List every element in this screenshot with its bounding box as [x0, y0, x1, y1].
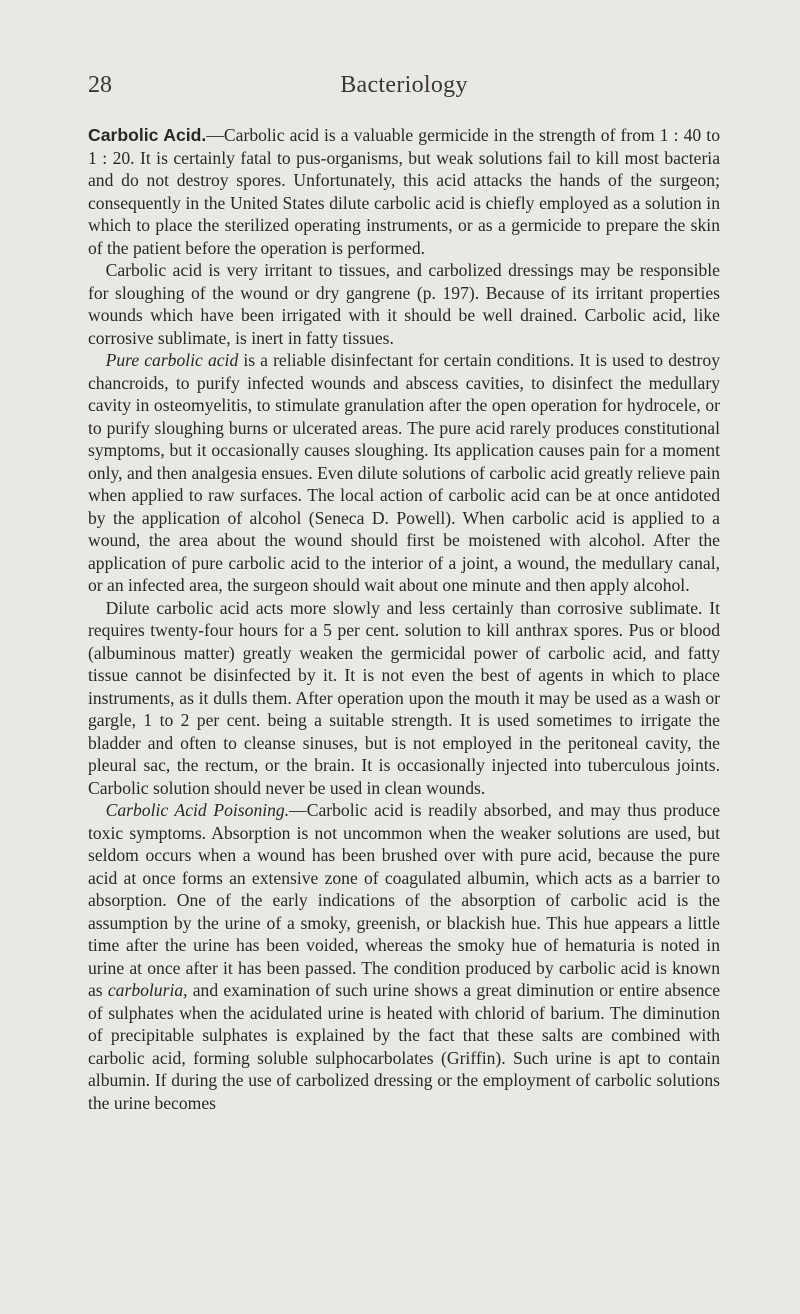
paragraph-pure-carbolic-acid [88, 349, 720, 597]
paragraph-text: —Carbolic acid is a valuable germicide in the strength of from 1 : 40 to 1 : 20. It is certainly fatal to pus-organisms, but weak solutions fail to kill most bacteria and do not destroy spores. Unfortunately, this acid attacks the hands of the surgeon; consequently in the United States dilute carbolic acid is chiefly employed as a solution in which to place the sterilized operating instruments, or as a germicide to prepare the skin of the patient before the operation is performed. [88, 125, 720, 258]
paragraph-text: Carbolic acid is very irritant to tissues, and carbolized dressings may be responsible for sloughing of the wound or dry gangrene (p. 197). Because of its irritant properties wounds which have been irrigated with it should be well drained. Carbolic acid, like corrosive sublimate, is inert in fatty tissues. [88, 260, 720, 348]
paragraph-irritant [88, 259, 720, 349]
section-heading: Carbolic Acid. [88, 125, 207, 145]
page-number: 28 [88, 72, 112, 98]
paragraph-carbolic-acid-poisoning [88, 799, 720, 1114]
paragraph-carbolic-acid [88, 124, 720, 259]
italic-term: carboluria [107, 980, 184, 1000]
page-header [88, 72, 720, 106]
paragraph-dilute-carbolic-acid [88, 597, 720, 800]
paragraph-text: —Carbolic acid is readily absorbed, and may thus produce toxic symptoms. Absorption is not uncommon when the weaker solutions are used, but seldom occurs when a wound has been brushed over with pure acid, because the pure acid at once forms an extensive zone of coagulated albumin, which acts as a barrier to absorption. One of the early indications of the absorption of carbolic acid is the assumption by the urine of a smoky, greenish, or blackish hue. This hue appears a little time after the urine has been voided, whereas the smoky hue of hematuria is noted in urine at once after it has been passed. The condition produced by carbolic acid is known as [88, 800, 721, 1000]
italic-lead: Carbolic Acid Poisoning. [105, 800, 290, 820]
paragraph-text-continued: , and examination of such urine shows a great diminution or entire absence of sulphates when the acidulated urine is heated with chlorid of barium. The diminution of precipitable sulphates is explained by the fact that these salts are combined with carbolic acid, forming soluble sulphocarbolates (Griffin). Such urine is apt to contain albumin. If during the use of carbolized dressing or the employment of carbolic solutions the urine becomes [88, 980, 721, 1113]
italic-lead: Pure carbolic acid [105, 350, 239, 370]
running-title: Bacteriology [340, 72, 468, 98]
paragraph-text: Dilute carbolic acid acts more slowly and less certainly than corrosive sublimate. It requires twenty-four hours for a 5 per cent. solution to kill anthrax spores. Pus or blood (albuminous matter) greatly weaken the germicidal power of carbolic acid, and fatty tissue cannot be disinfected by it. It is not even the best of agents in which to place instruments, as it dulls them. After operation upon the mouth it may be used as a wash or gargle, 1 to 2 per cent. being a suitable strength. It is used sometimes to irrigate the bladder and often to cleanse sinuses, but is not employed in the peritoneal cavity, the pleural sac, the rectum, or the brain. It is occasionally injected into tuberculous joints. Carbolic solution should never be used in clean wounds. [88, 597, 720, 798]
paragraph-text: is a reliable disinfectant for certain conditions. It is used to destroy chancroids, to purify infected wounds and abscess cavities, to disinfect the medullary cavity in osteomyelitis, to stimulate granulation after the open operation for hydrocele, or to purify sloughing burns or ulcerated areas. The pure acid rarely produces constitutional symptoms, but it occasionally causes sloughing. Its application causes pain for a moment only, and then analgesia ensues. Even dilute solutions of carbolic acid greatly relieve pain when applied to raw surfaces. The local action of carbolic acid can be at once antidoted by the application of alcohol (Seneca D. Powell). When carbolic acid is applied to a wound, the area about the wound should first be moistened with alcohol. After the application of pure carbolic acid to the interior of a joint, a wound, the medullary canal, or an infected area, the surgeon should wait about one minute and then apply alcohol. [88, 350, 720, 595]
body-text [88, 124, 720, 1114]
